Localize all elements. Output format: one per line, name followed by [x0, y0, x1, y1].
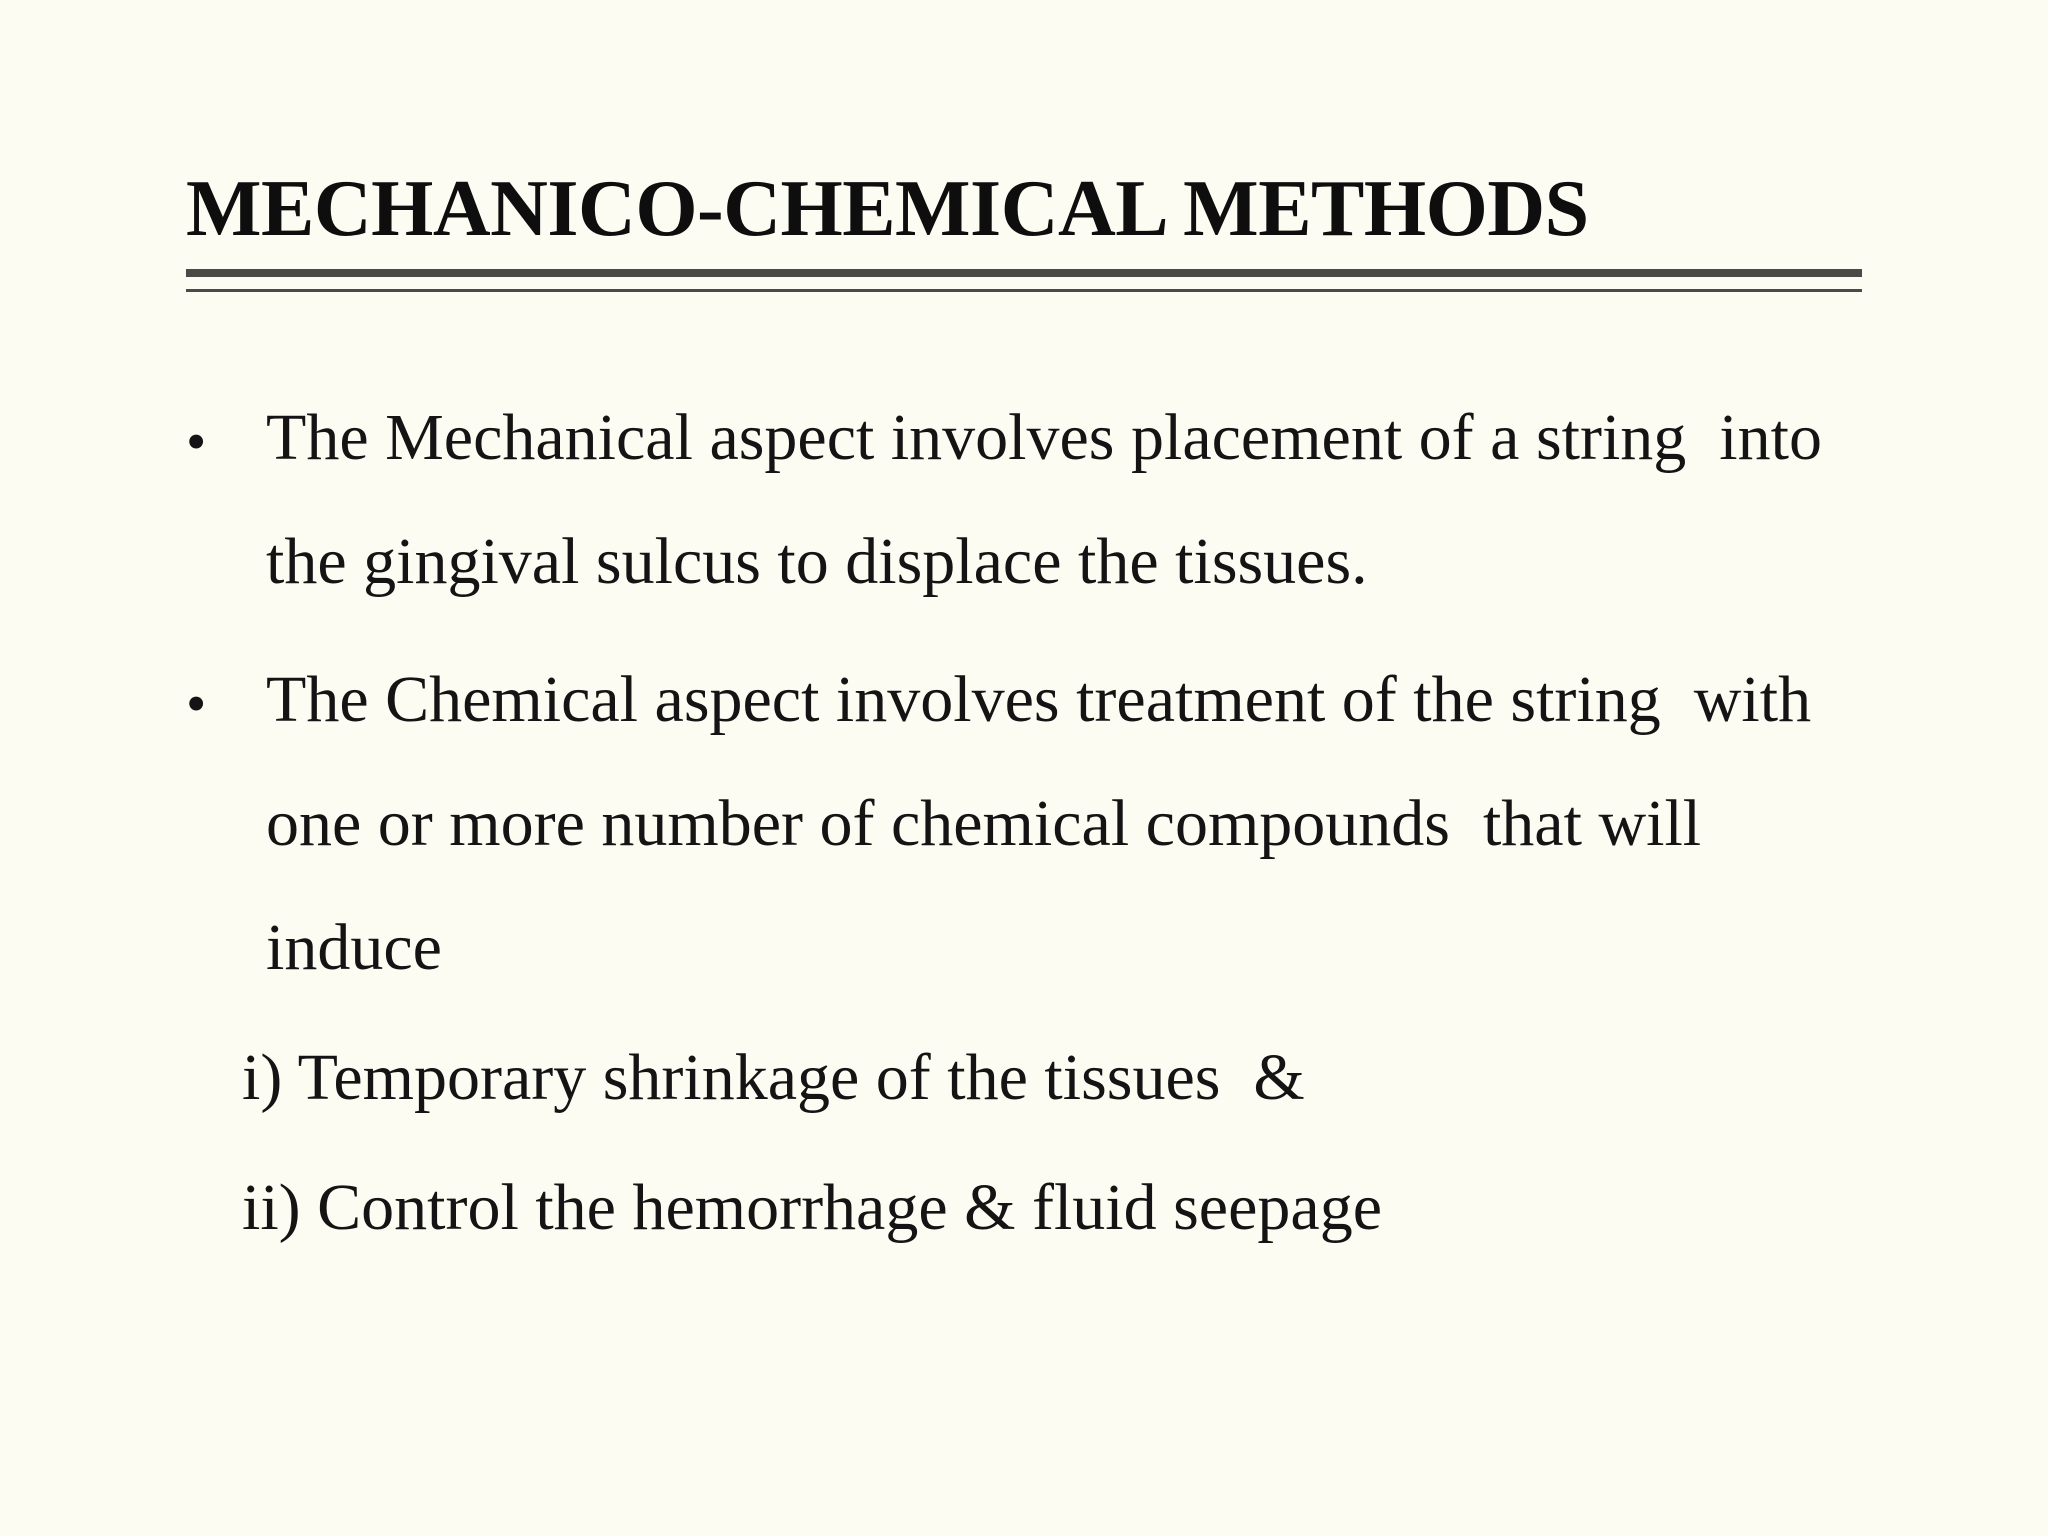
slide-title: MECHANICO-CHEMICAL METHODS: [186, 165, 1589, 253]
bullet-2-line-1: The Chemical aspect involves treatment of the string with: [266, 663, 1812, 736]
title-divider-thin: [186, 289, 1862, 292]
bullet-2-line-2: one or more number of chemical compounds that will: [266, 787, 1702, 860]
sub-item-1: i) Temporary shrinkage of the tissues &: [242, 1041, 1305, 1114]
bullet-marker: •: [186, 671, 207, 736]
bullet-2-line-3: induce: [266, 911, 442, 984]
bullet-marker: •: [186, 409, 207, 474]
bullet-1-line-1: The Mechanical aspect involves placement of a string into: [266, 401, 1822, 474]
sub-item-2: ii) Control the hemorrhage & fluid seepage: [242, 1171, 1382, 1244]
bullet-1-line-2: the gingival sulcus to displace the tissues.: [266, 525, 1368, 598]
title-divider-thick: [186, 269, 1862, 277]
